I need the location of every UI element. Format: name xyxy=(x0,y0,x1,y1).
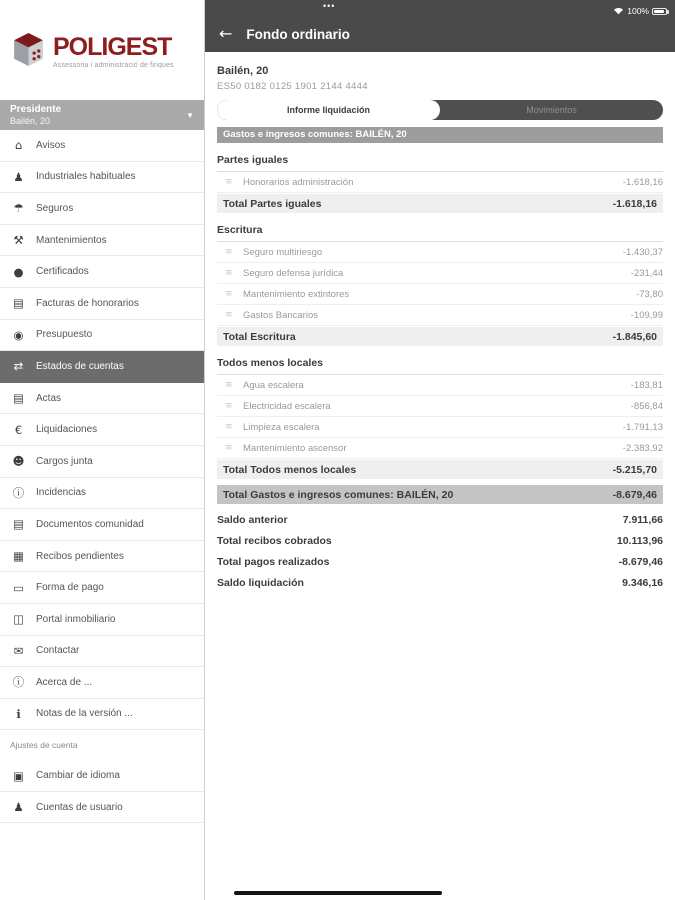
sidebar-item-label: Forma de pago xyxy=(36,582,104,594)
expense-row xyxy=(217,375,663,396)
sidebar-item-label: Acerca de ... xyxy=(36,676,93,688)
sidebar-item-label: Portal inmobiliario xyxy=(36,613,116,625)
expense-label: Electricidad escalera xyxy=(243,400,331,412)
section-title: Todos menos locales xyxy=(217,352,663,375)
list-icon: ≡ xyxy=(225,310,233,320)
expense-row xyxy=(217,417,663,438)
expense-value: -231,44 xyxy=(630,267,663,279)
expense-row xyxy=(217,284,663,305)
sidebar-item-certificados[interactable] xyxy=(0,256,204,288)
summary-value: 9.346,16 xyxy=(622,576,663,589)
receipt-icon: ▦ xyxy=(13,549,24,564)
transfer-arrows-icon: ⇄ xyxy=(13,359,24,374)
sidebar-item-label: Incidencias xyxy=(36,487,87,499)
language-icon: ▣ xyxy=(13,768,24,783)
summary-value: 10.113,96 xyxy=(616,534,663,547)
sidebar-item-seguros[interactable] xyxy=(0,193,204,225)
expense-value: -73,80 xyxy=(636,288,663,300)
list-icon: ≡ xyxy=(225,401,233,411)
alert-icon: ⓘ xyxy=(12,485,25,500)
total-value: -5.215,70 xyxy=(612,463,657,476)
logo-cube-icon xyxy=(10,31,47,73)
expense-label: Agua escalera xyxy=(243,379,304,391)
summary-row xyxy=(217,530,663,551)
home-indicator[interactable] xyxy=(234,891,442,895)
page-title: Fondo ordinario xyxy=(246,26,350,42)
sidebar-item-label: Recibos pendientes xyxy=(36,550,124,562)
sidebar-item-actas[interactable] xyxy=(0,383,204,415)
expense-label: Seguro multiriesgo xyxy=(243,246,323,258)
expense-value: -109,99 xyxy=(630,309,663,321)
sidebar-item-cuentas-usuario[interactable] xyxy=(0,792,204,824)
list-icon: ≡ xyxy=(225,268,233,278)
contact-icon: ✉ xyxy=(13,643,24,658)
list-icon: ≡ xyxy=(225,289,233,299)
wrench-icon: ⚒ xyxy=(13,233,24,248)
summary-block xyxy=(217,509,663,593)
app-logo xyxy=(0,0,204,100)
sidebar-item-label: Presupuesto xyxy=(36,329,93,341)
sidebar-item-contactar[interactable] xyxy=(0,636,204,668)
total-value: -1.618,16 xyxy=(612,197,657,210)
summary-row xyxy=(217,509,663,530)
sidebar-item-liquidaciones[interactable] xyxy=(0,414,204,446)
person-icon: ☻ xyxy=(12,454,25,469)
expense-label: Seguro defensa jurídica xyxy=(243,267,344,279)
summary-value: 7.911,66 xyxy=(622,513,663,526)
building-icon: ◫ xyxy=(13,612,24,627)
section-total-row xyxy=(217,460,663,479)
app-bar xyxy=(205,16,675,52)
expense-value: -183,81 xyxy=(630,379,663,391)
certificate-icon: ● xyxy=(13,264,24,279)
expense-row xyxy=(217,242,663,263)
back-button[interactable]: ← xyxy=(219,24,233,43)
expense-label: Mantenimiento ascensor xyxy=(243,442,347,454)
logo-wordmark: POLIGEST xyxy=(53,33,172,61)
profile-community: Bailén, 20 xyxy=(10,115,51,126)
total-value: -1.845,60 xyxy=(612,330,657,343)
sidebar-item-label: Notas de la versión ... xyxy=(36,708,133,720)
expense-label: Limpieza escalera xyxy=(243,421,320,433)
home-icon: ⌂ xyxy=(14,138,23,153)
sidebar-item-label: Estados de cuentas xyxy=(36,360,124,372)
status-bar xyxy=(205,0,675,16)
sidebar-item-recibos-pendientes[interactable] xyxy=(0,541,204,573)
sidebar-item-label: Facturas de honorarios xyxy=(36,297,139,309)
sidebar-item-incidencias[interactable] xyxy=(0,478,204,510)
sidebar-item-label: Cargos junta xyxy=(36,455,93,467)
expense-value: -1.791,13 xyxy=(622,421,663,433)
grand-total-label: Total Gastos e ingresos comunes: BAILÉN, 20 xyxy=(223,488,454,501)
expense-value: -1.430,37 xyxy=(622,246,663,258)
document-icon: ▤ xyxy=(13,391,24,406)
sidebar-item-industriales-habituales[interactable] xyxy=(0,162,204,194)
section-total-row xyxy=(217,327,663,346)
expense-row xyxy=(217,172,663,193)
sidebar-item-acerca-de[interactable] xyxy=(0,667,204,699)
sidebar-item-label: Avisos xyxy=(36,139,66,151)
list-icon: ≡ xyxy=(225,247,233,257)
tab-movimientos[interactable]: Movimientos xyxy=(526,105,577,115)
sidebar-item-cambiar-idioma[interactable] xyxy=(0,760,204,792)
summary-row xyxy=(217,551,663,572)
sidebar-item-label: Industriales habituales xyxy=(36,171,136,183)
list-icon: ≡ xyxy=(225,443,233,453)
sidebar xyxy=(0,0,205,900)
main-content xyxy=(205,0,675,900)
community-selector[interactable] xyxy=(0,100,204,130)
documents-icon: ▤ xyxy=(13,517,24,532)
users-icon: ♟ xyxy=(13,800,24,815)
sidebar-item-avisos[interactable] xyxy=(0,130,204,162)
list-icon: ≡ xyxy=(225,380,233,390)
summary-value: -8.679,46 xyxy=(618,555,663,568)
tab-switcher xyxy=(217,100,663,120)
sidebar-item-portal-inmobiliario[interactable] xyxy=(0,604,204,636)
section-title: Escritura xyxy=(217,219,663,242)
sidebar-item-notas-version[interactable] xyxy=(0,699,204,731)
logo-tagline: Assessoria i administració de finques xyxy=(53,62,174,69)
expense-row xyxy=(217,305,663,326)
total-label: Total Escritura xyxy=(223,330,296,343)
section-total-row xyxy=(217,194,663,213)
report-page xyxy=(205,52,675,900)
sidebar-item-label: Documentos comunidad xyxy=(36,518,144,530)
summary-label: Total recibos cobrados xyxy=(217,534,332,547)
total-label: Total Todos menos locales xyxy=(223,463,357,476)
tab-informe-liquidacion[interactable]: Informe liquidación xyxy=(217,100,440,120)
sidebar-item-presupuesto[interactable] xyxy=(0,320,204,352)
iban-number: ES50 0182 0125 1901 2144 4444 xyxy=(217,81,368,92)
wifi-icon xyxy=(613,2,624,20)
section-title: Partes iguales xyxy=(217,149,663,172)
sidebar-item-label: Actas xyxy=(36,392,62,404)
info-icon: ℹ xyxy=(16,706,21,721)
sidebar-item-facturas-de-honorarios[interactable] xyxy=(0,288,204,320)
grand-total-value: -8.679,46 xyxy=(612,488,657,501)
people-icon: ♟ xyxy=(13,169,24,184)
status-dots: ••• xyxy=(323,1,336,11)
sidebar-item-label: Seguros xyxy=(36,202,74,214)
section-banner: Gastos e ingresos comunes: BAILÉN, 20 xyxy=(217,127,663,143)
expense-row xyxy=(217,438,663,459)
expense-value: -2.383,92 xyxy=(622,442,663,454)
summary-row xyxy=(217,572,663,593)
community-name: Bailén, 20 xyxy=(217,65,269,77)
expense-label: Mantenimiento extintores xyxy=(243,288,350,300)
expense-label: Gastos Bancarios xyxy=(243,309,318,321)
chevron-down-icon: ▼ xyxy=(186,110,194,120)
battery-icon xyxy=(652,8,667,15)
summary-label: Saldo anterior xyxy=(217,513,288,526)
euro-icon: € xyxy=(14,422,23,437)
sidebar-item-label: Cuentas de usuario xyxy=(36,801,123,813)
sidebar-item-estados-de-cuentas[interactable] xyxy=(0,351,204,383)
sidebar-item-forma-de-pago[interactable] xyxy=(0,572,204,604)
budget-icon: ◉ xyxy=(13,327,24,342)
battery-percent: 100% xyxy=(627,6,649,16)
sidebar-item-cargos-junta[interactable] xyxy=(0,446,204,478)
list-icon: ≡ xyxy=(225,177,233,187)
sidebar-item-label: Mantenimientos xyxy=(36,234,107,246)
umbrella-icon: ☂ xyxy=(13,201,24,216)
expense-value: -856,84 xyxy=(630,400,663,412)
sidebar-item-label: Contactar xyxy=(36,645,80,657)
expense-value: -1.618,16 xyxy=(622,176,663,188)
sidebar-item-label: Certificados xyxy=(36,266,89,278)
sidebar-item-documentos-comunidad[interactable] xyxy=(0,509,204,541)
sidebar-section-ajustes: Ajustes de cuenta xyxy=(10,740,78,751)
grand-total-row xyxy=(217,485,663,504)
profile-role: Presidente xyxy=(10,103,62,115)
expense-row xyxy=(217,396,663,417)
total-label: Total Partes iguales xyxy=(223,197,322,210)
payment-card-icon: ▭ xyxy=(13,580,24,595)
expense-row xyxy=(217,263,663,284)
sidebar-item-label: Cambiar de idioma xyxy=(36,770,120,782)
sidebar-item-label: Liquidaciones xyxy=(36,424,98,436)
invoice-icon: ▤ xyxy=(13,296,24,311)
summary-label: Total pagos realizados xyxy=(217,555,330,568)
info-circle-icon: ⓘ xyxy=(12,675,25,690)
sidebar-menu xyxy=(0,130,204,823)
summary-label: Saldo liquidación xyxy=(217,576,304,589)
sidebar-item-mantenimientos[interactable] xyxy=(0,225,204,257)
expense-label: Honorarios administración xyxy=(243,176,354,188)
list-icon: ≡ xyxy=(225,422,233,432)
